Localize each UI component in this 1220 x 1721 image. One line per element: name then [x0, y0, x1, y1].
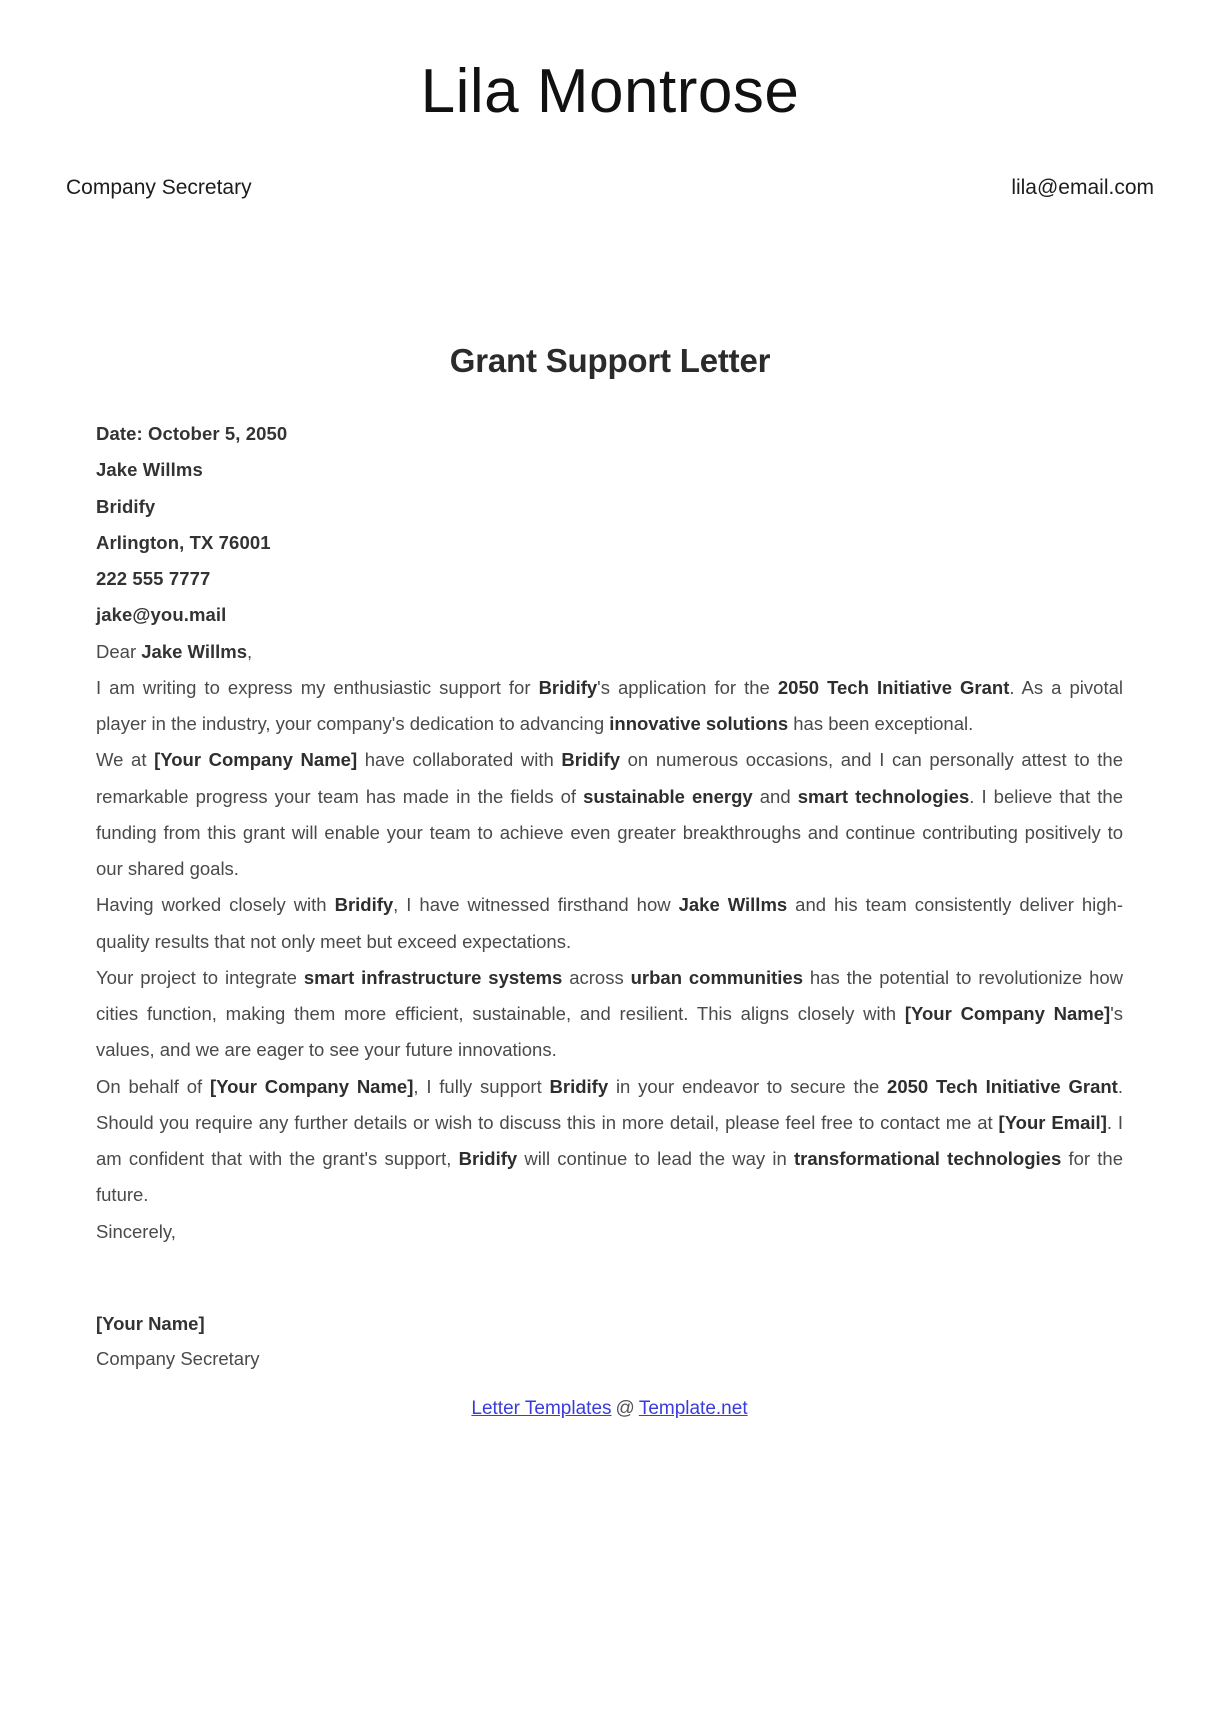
- paragraph-text: , I fully support: [413, 1075, 550, 1097]
- paragraph-text: 's values, and we are eager to see your future innovations.: [96, 1003, 1124, 1061]
- body-paragraph: [96, 742, 1123, 887]
- paragraph-text: have collaborated with: [357, 749, 562, 771]
- paragraph-text: . I believe that the funding from this grant will enable your team to achieve even greater breakthroughs and continue contributing positively to our shared goals.: [96, 785, 1123, 880]
- emphasis-text: [Your Company Name]: [209, 1075, 414, 1097]
- emphasis-text: sustainable energy: [583, 785, 753, 807]
- page-title: Grant Support Letter: [449, 342, 771, 380]
- letterhead: [0, 0, 1220, 200]
- emphasis-text: urban communities: [630, 966, 803, 988]
- address-line: jake@you.mail: [96, 604, 227, 626]
- letterhead-name: Lila Montrose: [420, 57, 800, 126]
- paragraph-text: . Should you require any further details or wish to discuss this in more detail, please feel free to contact me at: [96, 1075, 1123, 1133]
- paragraph-text: I am writing to express my enthusiastic support for: [96, 676, 539, 698]
- signature-role: Company Secretary: [96, 1348, 260, 1370]
- address-line: 222 555 7777: [96, 568, 211, 590]
- emphasis-text: Bridify: [334, 894, 394, 916]
- signature-spacer: [96, 1250, 1123, 1306]
- paragraph-text: and: [752, 785, 798, 807]
- paragraph-text: in your endeavor to secure the: [608, 1075, 888, 1097]
- paragraph-text: on numerous occasions, and I can personally attest to the remarkable progress your team has made in the fields of: [96, 749, 1124, 807]
- footer-link-letter-templates[interactable]: Letter Templates: [471, 1398, 612, 1420]
- salutation-name: Jake Willms: [141, 640, 248, 662]
- letter-content: [0, 416, 1220, 1420]
- emphasis-text: [Your Company Name]: [904, 1003, 1111, 1025]
- body-paragraph: [96, 960, 1123, 1069]
- paragraph-text: Having worked closely with: [96, 894, 335, 916]
- footer-separator: @: [615, 1398, 635, 1420]
- emphasis-text: Bridify: [549, 1075, 609, 1097]
- paragraph-text: , I have witnessed firsthand how: [393, 894, 679, 916]
- address-block: [96, 416, 1123, 634]
- body-paragraphs: [96, 670, 1123, 1214]
- paragraph-text: On behalf of: [96, 1075, 210, 1097]
- emphasis-text: Jake Willms: [678, 894, 788, 916]
- salutation-suffix: ,: [247, 640, 253, 662]
- address-line: Jake Willms: [96, 459, 203, 481]
- paragraph-text: across: [562, 966, 631, 988]
- paragraph-text: 's application for the: [597, 676, 778, 698]
- paragraph-text: and his team consistently deliver high-quality results that not only meet but exceed expectations.: [96, 894, 1123, 952]
- emphasis-text: 2050 Tech Initiative Grant: [887, 1075, 1118, 1097]
- paragraph-text: has the potential to revolutionize how cities function, making them more efficient, sustainable, and resilient. This aligns closely with: [96, 966, 1124, 1025]
- emphasis-text: Bridify: [538, 676, 598, 698]
- paragraph-text: will continue to lead the way in: [517, 1148, 794, 1170]
- emphasis-text: Bridify: [561, 749, 620, 771]
- address-line: Bridify: [96, 495, 156, 517]
- emphasis-text: smart technologies: [797, 785, 970, 807]
- closing-line: Sincerely,: [96, 1220, 176, 1242]
- letterhead-email: lila@email.com: [1011, 176, 1154, 200]
- emphasis-text: [Your Email]: [998, 1111, 1107, 1133]
- paragraph-text: . I am confident that with the grant's support,: [96, 1111, 1123, 1170]
- address-line: Date: October 5, 2050: [96, 423, 288, 445]
- paragraph-text: . As a pivotal player in the industry, your company's dedication to advancing: [96, 676, 1123, 735]
- signature-name: [Your Name]: [96, 1312, 205, 1334]
- emphasis-text: 2050 Tech Initiative Grant: [777, 676, 1010, 698]
- footer: [96, 1398, 1123, 1420]
- paragraph-text: has been exceptional.: [788, 713, 974, 735]
- emphasis-text: smart infrastructure systems: [303, 966, 563, 988]
- emphasis-text: transformational technologies: [793, 1148, 1062, 1170]
- body-paragraph: [96, 670, 1123, 743]
- salutation: [96, 634, 1123, 670]
- emphasis-text: Bridify: [458, 1148, 518, 1170]
- emphasis-text: innovative solutions: [609, 713, 789, 735]
- letterhead-contact-row: [0, 176, 1220, 200]
- body-paragraph: [96, 887, 1123, 960]
- emphasis-text: [Your Company Name]: [154, 749, 358, 771]
- paragraph-text: for the future.: [96, 1148, 1124, 1206]
- salutation-prefix: Dear: [96, 640, 142, 662]
- paragraph-text: We at: [96, 749, 155, 771]
- body-paragraph: [96, 1069, 1123, 1214]
- address-line: Arlington, TX 76001: [96, 531, 271, 553]
- letterhead-role: Company Secretary: [66, 176, 252, 200]
- paragraph-text: Your project to integrate: [96, 966, 304, 988]
- footer-link-template-net[interactable]: Template.net: [638, 1398, 748, 1420]
